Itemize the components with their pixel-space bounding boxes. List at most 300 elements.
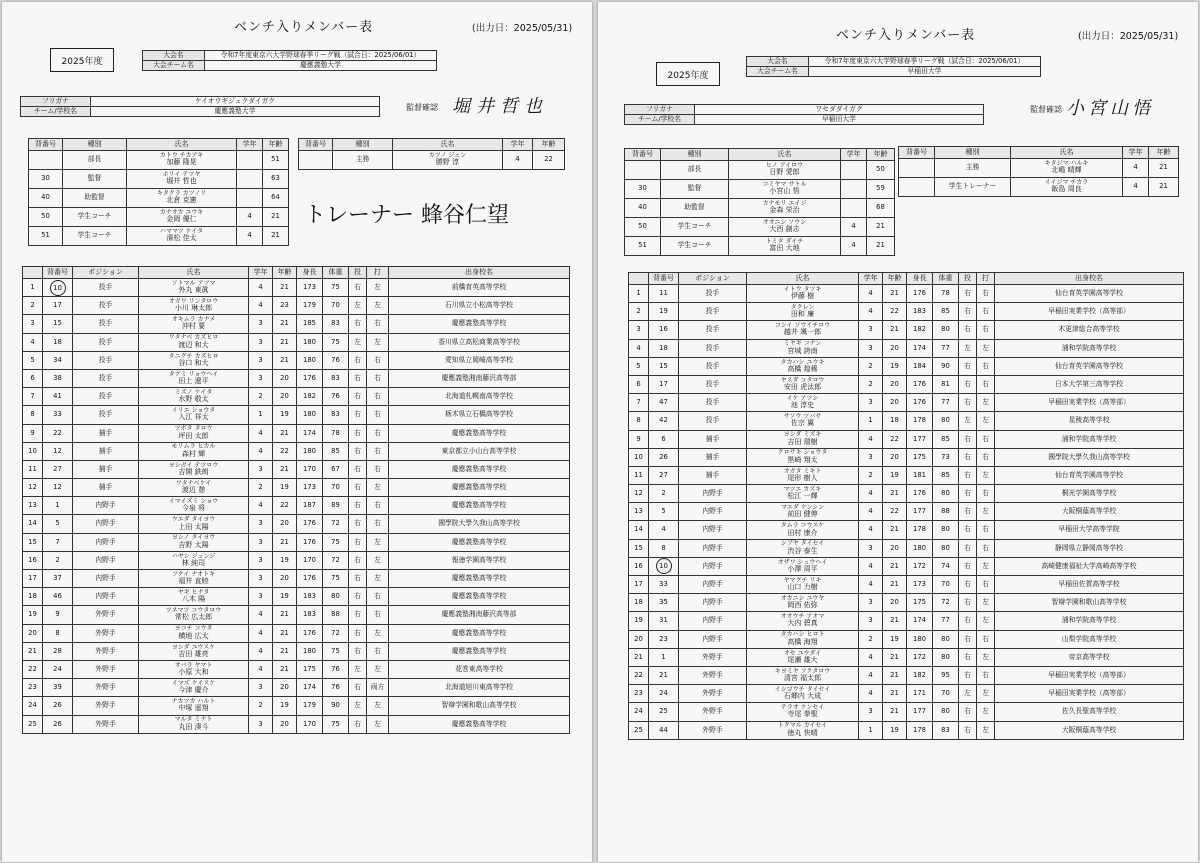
player-weight: 72	[323, 515, 349, 533]
player-school: 日本大学第三高等学校	[995, 375, 1184, 393]
player-throws: 右	[349, 388, 367, 406]
name-kana: カナモリ エイジ	[762, 200, 807, 208]
player-age: 21	[883, 521, 907, 539]
player-school: 慶應義塾高等学校	[389, 624, 570, 642]
player-position: 外野手	[679, 721, 747, 739]
player-age: 20	[273, 715, 297, 733]
player-age: 21	[883, 557, 907, 575]
row-index: 19	[629, 612, 649, 630]
player-age: 21	[883, 666, 907, 684]
name-kana: ワタナベ カズヒロ	[168, 334, 219, 342]
table-row	[23, 479, 570, 497]
player-grade: 4	[249, 297, 273, 315]
column-header: 体重	[323, 267, 349, 279]
player-number: 44	[649, 721, 679, 739]
player-grade: 4	[859, 648, 883, 666]
player-bats: 左	[367, 697, 389, 715]
row-index: 23	[629, 685, 649, 703]
player-height: 176	[297, 570, 323, 588]
staff-role: 監督	[661, 180, 729, 199]
row-index: 10	[23, 442, 43, 460]
player-bats: 右	[977, 357, 995, 375]
player-school: 慶應義塾湘南藤沢高等部	[389, 369, 570, 387]
column-header: 氏名	[393, 139, 503, 151]
name-kanji: 入江 祥太	[178, 413, 209, 422]
player-age: 22	[883, 503, 907, 521]
name-cell	[1011, 178, 1123, 197]
name-kana: イケ アツシ	[786, 394, 819, 402]
player-throws: 右	[349, 369, 367, 387]
name-kanji: 常松 広太郎	[174, 613, 213, 622]
player-position: 内野手	[679, 594, 747, 612]
table-row	[629, 394, 1184, 412]
staff-number	[625, 161, 661, 180]
staff-age: 68	[867, 199, 895, 218]
player-weight: 80	[933, 485, 959, 503]
name-cell	[1011, 159, 1123, 178]
player-school: 浦和学院高等学校	[995, 430, 1184, 448]
player-height: 182	[297, 388, 323, 406]
player-position: 投手	[679, 394, 747, 412]
name-kana: タムラ コウスケ	[780, 522, 825, 530]
name-kana: ヨシダ ユウスケ	[171, 643, 216, 651]
player-position: 内野手	[73, 551, 139, 569]
player-position: 投手	[679, 357, 747, 375]
player-school: 桐光学園高等学校	[995, 485, 1184, 503]
school-info-table	[624, 104, 984, 125]
name-cell	[747, 685, 859, 703]
player-height: 172	[907, 648, 933, 666]
name-kana: オガワ リンタロウ	[168, 297, 219, 305]
player-number: 18	[43, 333, 73, 351]
name-kana: イリエ ショウタ	[171, 407, 216, 415]
player-position: 投手	[73, 279, 139, 297]
player-school: 慶應義塾高等学校	[389, 315, 570, 333]
player-number: 1	[649, 648, 679, 666]
sheet-title: ベンチ入りメンバー表	[234, 20, 374, 35]
name-kana: マエダ ケンシン	[780, 504, 825, 512]
column-header: 種別	[333, 139, 393, 151]
handwritten-trainer-note: トレーナー 蜂谷仁望	[304, 203, 509, 228]
school-value: 慶應義塾大学	[91, 107, 380, 117]
table-row	[23, 642, 570, 660]
player-throws: 右	[349, 279, 367, 297]
column-header: 学年	[503, 139, 533, 151]
player-age: 21	[883, 648, 907, 666]
player-height: 172	[907, 557, 933, 575]
player-position: 投手	[73, 369, 139, 387]
player-number: 28	[43, 642, 73, 660]
player-bats: 左	[977, 339, 995, 357]
player-bats: 左	[977, 594, 995, 612]
staff-role: 学生トレーナー	[935, 178, 1011, 197]
staff-age: 21	[1149, 178, 1179, 197]
staff-grade: 4	[1123, 178, 1149, 197]
player-weight: 77	[933, 394, 959, 412]
player-number: 46	[43, 588, 73, 606]
name-cell	[747, 503, 859, 521]
player-age: 19	[883, 721, 907, 739]
name-kana: イトウ タツキ	[783, 285, 822, 293]
player-throws: 右	[349, 424, 367, 442]
name-kanji: 金岡 優仁	[166, 215, 197, 224]
player-number: 7	[43, 533, 73, 551]
player-bats: 右	[367, 369, 389, 387]
player-age: 20	[273, 515, 297, 533]
name-kana: ツネマツ コウタロウ	[165, 607, 222, 615]
player-height: 184	[907, 357, 933, 375]
name-kana: ヨシガイ テツロウ	[168, 461, 219, 469]
name-kanji: 清宮 福太郎	[783, 674, 822, 682]
name-cell	[747, 448, 859, 466]
table-row	[629, 448, 1184, 466]
staff-age: 21	[867, 237, 895, 256]
player-number: 26	[649, 448, 679, 466]
column-header: 学年	[1123, 147, 1149, 159]
name-cell	[747, 703, 859, 721]
row-index: 17	[23, 570, 43, 588]
player-bats: 右	[977, 630, 995, 648]
name-kana: ツボタ タロウ	[174, 425, 213, 433]
staff-role: 部長	[63, 151, 127, 170]
player-school: 山梨学院高等学校	[995, 630, 1184, 648]
staff-row	[29, 189, 289, 208]
name-kanji: 上田 太陽	[178, 522, 209, 531]
player-throws: 右	[959, 448, 977, 466]
furigana-value: ワセダダイガク	[695, 105, 984, 115]
name-kanji: 前田 健伸	[787, 510, 818, 519]
player-bats: 右	[977, 448, 995, 466]
school-label: チーム/学校名	[21, 107, 91, 117]
player-height: 174	[297, 424, 323, 442]
team-name: 早稲田大学	[809, 67, 1041, 77]
player-bats: 左	[367, 333, 389, 351]
player-weight: 90	[933, 357, 959, 375]
row-index: 12	[23, 479, 43, 497]
player-weight: 75	[323, 570, 349, 588]
name-kanji: 福井 直睦	[178, 577, 209, 586]
player-grade: 3	[859, 539, 883, 557]
player-throws: 右	[349, 715, 367, 733]
player-grade: 4	[249, 642, 273, 660]
staff-role: 助監督	[63, 189, 127, 208]
staff-grade: 4	[237, 227, 263, 246]
name-kanji: 堀井 哲也	[166, 177, 197, 186]
staff-row	[299, 151, 565, 170]
player-bats: 左	[977, 466, 995, 484]
name-kanji: 水野 敬太	[178, 395, 209, 404]
player-grade: 4	[859, 576, 883, 594]
name-cell	[139, 715, 249, 733]
staff-row	[625, 180, 895, 199]
player-number: 25	[649, 703, 679, 721]
player-throws: 右	[349, 606, 367, 624]
player-age: 21	[273, 279, 297, 297]
player-age: 21	[273, 660, 297, 678]
player-school: 報徳学園高等学校	[389, 551, 570, 569]
player-number: 22	[43, 424, 73, 442]
player-throws: 右	[959, 630, 977, 648]
row-index: 6	[23, 369, 43, 387]
player-position: 捕手	[73, 442, 139, 460]
table-row	[23, 388, 570, 406]
player-throws: 右	[959, 466, 977, 484]
player-bats: 左	[367, 570, 389, 588]
name-kana: トミタ ダイチ	[765, 238, 804, 246]
player-bats: 左	[977, 703, 995, 721]
player-height: 175	[297, 660, 323, 678]
name-cell	[139, 642, 249, 660]
player-school: 高崎健康福祉大学高崎高等学校	[995, 557, 1184, 575]
table-row	[629, 503, 1184, 521]
table-row	[629, 321, 1184, 339]
player-age: 21	[273, 624, 297, 642]
column-header: 年齢	[883, 273, 907, 285]
name-kanji: 渡辺 憩	[181, 486, 206, 495]
player-number: 33	[649, 576, 679, 594]
player-height: 175	[907, 448, 933, 466]
row-index: 4	[23, 333, 43, 351]
player-throws: 左	[349, 333, 367, 351]
player-height: 180	[297, 442, 323, 460]
column-header: 学年	[841, 149, 867, 161]
player-grade: 2	[249, 479, 273, 497]
table-row	[629, 576, 1184, 594]
row-index: 14	[629, 521, 649, 539]
player-position: 内野手	[73, 515, 139, 533]
name-kanji: 伊藤 樹	[790, 292, 815, 301]
player-weight: 88	[323, 606, 349, 624]
name-kanji: 寺尾 拳聖	[787, 710, 818, 719]
table-row	[23, 297, 570, 315]
name-cell	[393, 151, 503, 170]
player-bats: 左	[367, 551, 389, 569]
name-kanji: 山口 力樹	[787, 583, 818, 592]
player-height: 185	[297, 315, 323, 333]
name-cell	[139, 333, 249, 351]
player-height: 181	[907, 466, 933, 484]
player-weight: 95	[933, 666, 959, 684]
name-kanji: 田村 康介	[787, 528, 818, 537]
player-weight: 78	[323, 424, 349, 442]
player-bats: 右	[977, 303, 995, 321]
staff-role: 助監督	[661, 199, 729, 218]
staff-role: 主務	[333, 151, 393, 170]
table-row	[629, 466, 1184, 484]
player-height: 178	[907, 412, 933, 430]
player-weight: 76	[323, 388, 349, 406]
player-throws: 右	[349, 479, 367, 497]
table-row	[629, 303, 1184, 321]
table-row	[23, 333, 570, 351]
staff-number: 40	[29, 189, 63, 208]
row-index: 15	[23, 533, 43, 551]
name-kanji: 石郷内 大成	[783, 692, 822, 701]
staff-table	[28, 138, 289, 246]
player-weight: 90	[323, 697, 349, 715]
player-number: 24	[649, 685, 679, 703]
name-cell	[747, 339, 859, 357]
player-height: 173	[297, 279, 323, 297]
player-bats: 左	[977, 648, 995, 666]
meet-name: 令和7年度東京六大学野球春季リーグ戦（試合日：2025/06/01）	[205, 51, 437, 61]
table-row	[23, 442, 570, 460]
row-index: 21	[23, 642, 43, 660]
staff-grade: 4	[841, 237, 867, 256]
name-kanji: 高橋 海翔	[787, 637, 818, 646]
name-cell	[747, 375, 859, 393]
player-school: 早稲田実業学校（高等部）	[995, 394, 1184, 412]
staff-age: 21	[1149, 159, 1179, 178]
name-kana: ヨコチ コウタ	[174, 625, 213, 633]
player-weight: 78	[933, 285, 959, 303]
player-number: 17	[649, 375, 679, 393]
player-bats: 右	[367, 588, 389, 606]
staff-table	[624, 148, 895, 256]
staff-age: 59	[867, 180, 895, 199]
player-age: 21	[273, 460, 297, 478]
player-position: 捕手	[679, 430, 747, 448]
staff-age: 50	[867, 161, 895, 180]
player-age: 22	[883, 303, 907, 321]
player-bats: 右	[367, 351, 389, 369]
row-index: 16	[629, 557, 649, 575]
player-position: 投手	[679, 339, 747, 357]
sheet-title: ベンチ入りメンバー表	[836, 28, 976, 43]
name-kanji: 丸田 湊斗	[178, 722, 209, 731]
player-number: 31	[649, 612, 679, 630]
table-row	[23, 660, 570, 678]
player-grade: 3	[249, 533, 273, 551]
player-weight: 80	[933, 539, 959, 557]
table-row	[23, 406, 570, 424]
player-throws: 右	[959, 539, 977, 557]
player-height: 177	[907, 503, 933, 521]
player-position: 投手	[679, 412, 747, 430]
column-header: 体重	[933, 273, 959, 285]
name-kana: ヤギ ヒナタ	[177, 588, 210, 596]
player-grade: 3	[249, 369, 273, 387]
player-number	[649, 557, 679, 575]
player-bats: 右	[367, 460, 389, 478]
player-height: 176	[907, 285, 933, 303]
name-cell	[139, 588, 249, 606]
player-age: 21	[883, 321, 907, 339]
name-kana: ミズノ ケイタ	[174, 388, 213, 396]
player-position: 内野手	[679, 539, 747, 557]
player-school: 慶應義塾高等学校	[389, 642, 570, 660]
player-grade: 1	[859, 721, 883, 739]
player-position: 内野手	[679, 612, 747, 630]
player-school: 大阪桐蔭高等学校	[995, 503, 1184, 521]
player-grade: 4	[859, 430, 883, 448]
player-throws: 右	[959, 666, 977, 684]
player-bats: 右	[367, 515, 389, 533]
player-bats: 右	[367, 424, 389, 442]
name-kanji: 渋谷 泰生	[787, 546, 818, 555]
table-row	[629, 648, 1184, 666]
player-school: 石川県立小松高等学校	[389, 297, 570, 315]
player-throws: 右	[959, 430, 977, 448]
player-position: 外野手	[679, 648, 747, 666]
table-row	[629, 594, 1184, 612]
player-number: 18	[649, 339, 679, 357]
player-throws: 右	[349, 315, 367, 333]
name-kanji: 今泉 将	[181, 504, 206, 513]
name-cell	[139, 442, 249, 460]
row-index: 10	[629, 448, 649, 466]
name-cell	[747, 394, 859, 412]
player-weight: 85	[933, 303, 959, 321]
player-school: 仙台育英学園高等学校	[995, 466, 1184, 484]
table-row	[23, 679, 570, 697]
player-weight: 72	[323, 551, 349, 569]
player-grade: 3	[859, 394, 883, 412]
row-index: 14	[23, 515, 43, 533]
player-age: 21	[273, 315, 297, 333]
row-index: 16	[23, 551, 43, 569]
name-kanji: 尾瀬 雄大	[787, 655, 818, 664]
staff-grade	[237, 151, 263, 170]
player-weight: 80	[933, 648, 959, 666]
player-throws: 左	[959, 339, 977, 357]
table-row	[23, 497, 570, 515]
name-kana: カツノ ジュン	[428, 152, 467, 160]
player-bats: 左	[977, 721, 995, 739]
name-kanji: 安田 虎汰郎	[783, 383, 822, 391]
staff-grade: 4	[841, 218, 867, 237]
roster-table	[22, 266, 570, 734]
table-row	[629, 539, 1184, 557]
meet-info-table	[746, 56, 1041, 77]
column-header: 氏名	[747, 273, 859, 285]
name-cell	[747, 303, 859, 321]
name-kanji: 小宮山 悟	[769, 187, 800, 196]
player-bats: 右	[977, 576, 995, 594]
player-position: 捕手	[73, 460, 139, 478]
name-cell	[139, 570, 249, 588]
staff-number	[29, 151, 63, 170]
name-kana: ウエダ タイヨウ	[171, 516, 216, 524]
player-weight: 83	[323, 369, 349, 387]
player-weight: 80	[933, 630, 959, 648]
player-school: 北海道札幌南高等学校	[389, 388, 570, 406]
table-row	[23, 715, 570, 733]
row-index: 24	[23, 697, 43, 715]
player-weight: 83	[933, 721, 959, 739]
player-position: 捕手	[679, 466, 747, 484]
row-index: 9	[629, 430, 649, 448]
team-label: 大会チーム名	[747, 67, 809, 77]
player-weight: 76	[323, 660, 349, 678]
column-header: ポジション	[73, 267, 139, 279]
player-age: 20	[883, 339, 907, 357]
player-position: 内野手	[679, 630, 747, 648]
player-weight: 75	[323, 642, 349, 660]
staff-number	[899, 178, 935, 197]
name-cell	[127, 227, 237, 246]
player-weight: 70	[323, 297, 349, 315]
table-row	[629, 285, 1184, 303]
player-position: 投手	[73, 333, 139, 351]
player-position: 内野手	[73, 533, 139, 551]
player-school: 慶應義塾高等学校	[389, 588, 570, 606]
name-kana: オガタ ミキト	[783, 467, 822, 475]
player-height: 180	[907, 539, 933, 557]
player-age: 21	[883, 612, 907, 630]
table-row	[23, 315, 570, 333]
name-cell	[127, 189, 237, 208]
